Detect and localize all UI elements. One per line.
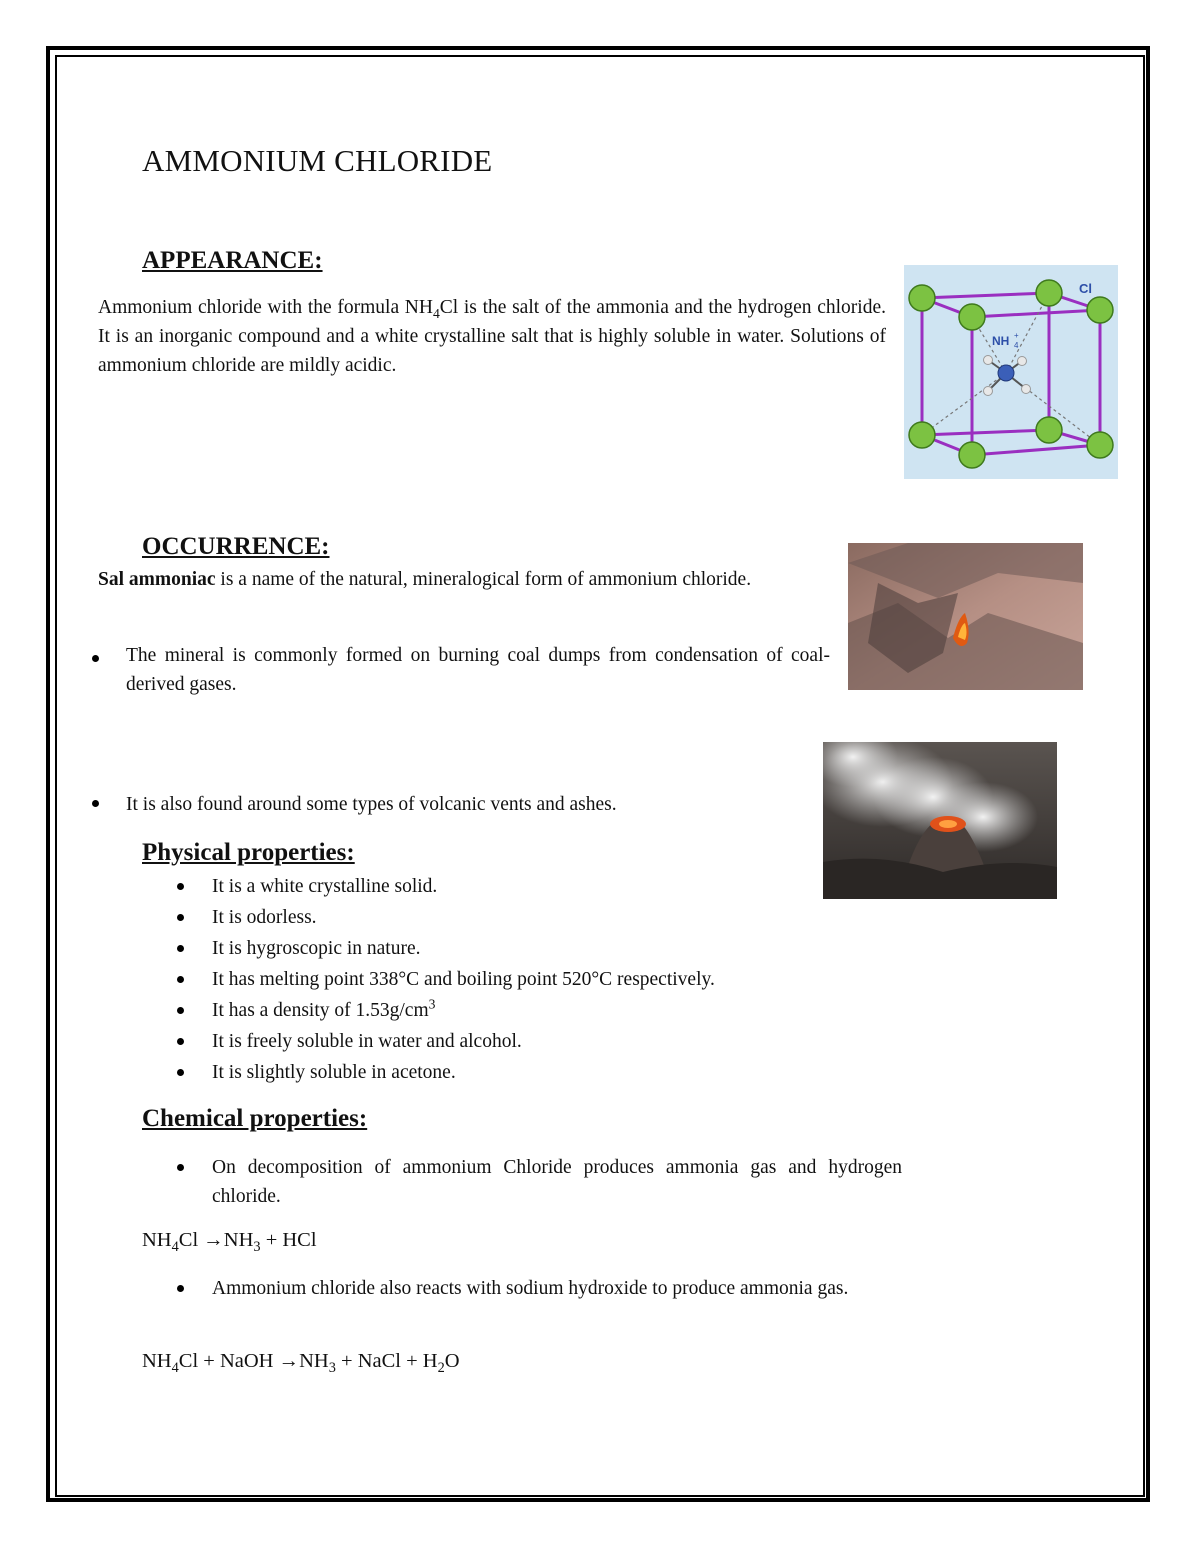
physical-item: It is freely soluble in water and alcohol. <box>212 1031 522 1052</box>
occurrence-intro: Sal ammoniac is a name of the natural, mineralogical form of ammonium chloride. <box>98 569 752 590</box>
figure-label-nh4-sub: 4 <box>1014 341 1019 350</box>
chemical-bullet-naoh: Ammonium chloride also reacts with sodium hydroxide to produce ammonia gas. <box>212 1278 849 1299</box>
chemical-bullet-decomposition: On decomposition of ammonium Chloride produces ammonia gas and hydrogen chloride. <box>212 1157 902 1207</box>
occurrence-bullet-coal: The mineral is commonly formed on burning coal dumps from condensation of coal-derived gases. <box>126 645 830 695</box>
physical-item: It is odorless. <box>212 907 317 928</box>
crystal-structure-figure <box>904 265 1118 479</box>
bullet-icon <box>177 1069 184 1076</box>
physical-item-density: It has a density of $1.53g/cm^3$ <box>212 996 436 1021</box>
bullet-icon <box>177 1285 184 1292</box>
volcanic-vent-photo <box>823 742 1057 899</box>
bullet-icon <box>177 883 184 890</box>
bullet-icon <box>92 800 99 807</box>
bullet-icon <box>177 976 184 983</box>
equation-decomposition: $NH_4Cl \to NH_3$ + HCl <box>142 1229 317 1256</box>
bullet-icon <box>177 1164 184 1171</box>
chemical-properties-heading: Chemical properties: <box>142 1105 368 1132</box>
bullet-icon <box>177 1007 184 1014</box>
occurrence-bullet-volcanic: It is also found around some types of volcanic vents and ashes. <box>126 794 617 815</box>
appearance-heading: APPEARANCE: <box>142 247 323 274</box>
bullet-icon <box>92 655 99 662</box>
bullet-icon <box>177 1038 184 1045</box>
figure-label-nh4-plus: + <box>1014 331 1019 340</box>
appearance-paragraph: Ammonium chloride with the formula $NH_4Cl$ is the salt of the ammonia and the hydrogen chloride. It is an inorganic compound and a white crystalline salt that is highly soluble in water. Solutions of ammonium chloride are mildly acidic. <box>98 297 886 376</box>
figure-label-cl: Cl <box>1079 281 1092 296</box>
bullet-icon <box>177 914 184 921</box>
coal-dump-photo <box>848 543 1083 690</box>
physical-item: It is slightly soluble in acetone. <box>212 1062 456 1083</box>
physical-item: It is hygroscopic in nature. <box>212 938 421 959</box>
physical-properties-heading: Physical properties: <box>142 839 355 866</box>
physical-item: It has melting point 338°C and boiling point 520°C respectively. <box>212 969 715 990</box>
figure-label-nh4: NH <box>992 334 1010 348</box>
bullet-icon <box>177 945 184 952</box>
physical-item: It is a white crystalline solid. <box>212 876 438 897</box>
equation-naoh: $NH_4Cl$ + NaOH $\to NH_3$ + NaCl + $H_2O$ <box>142 1350 460 1377</box>
page-title: AMMONIUM CHLORIDE <box>142 143 493 178</box>
occurrence-heading: OCCURRENCE: <box>142 533 330 560</box>
